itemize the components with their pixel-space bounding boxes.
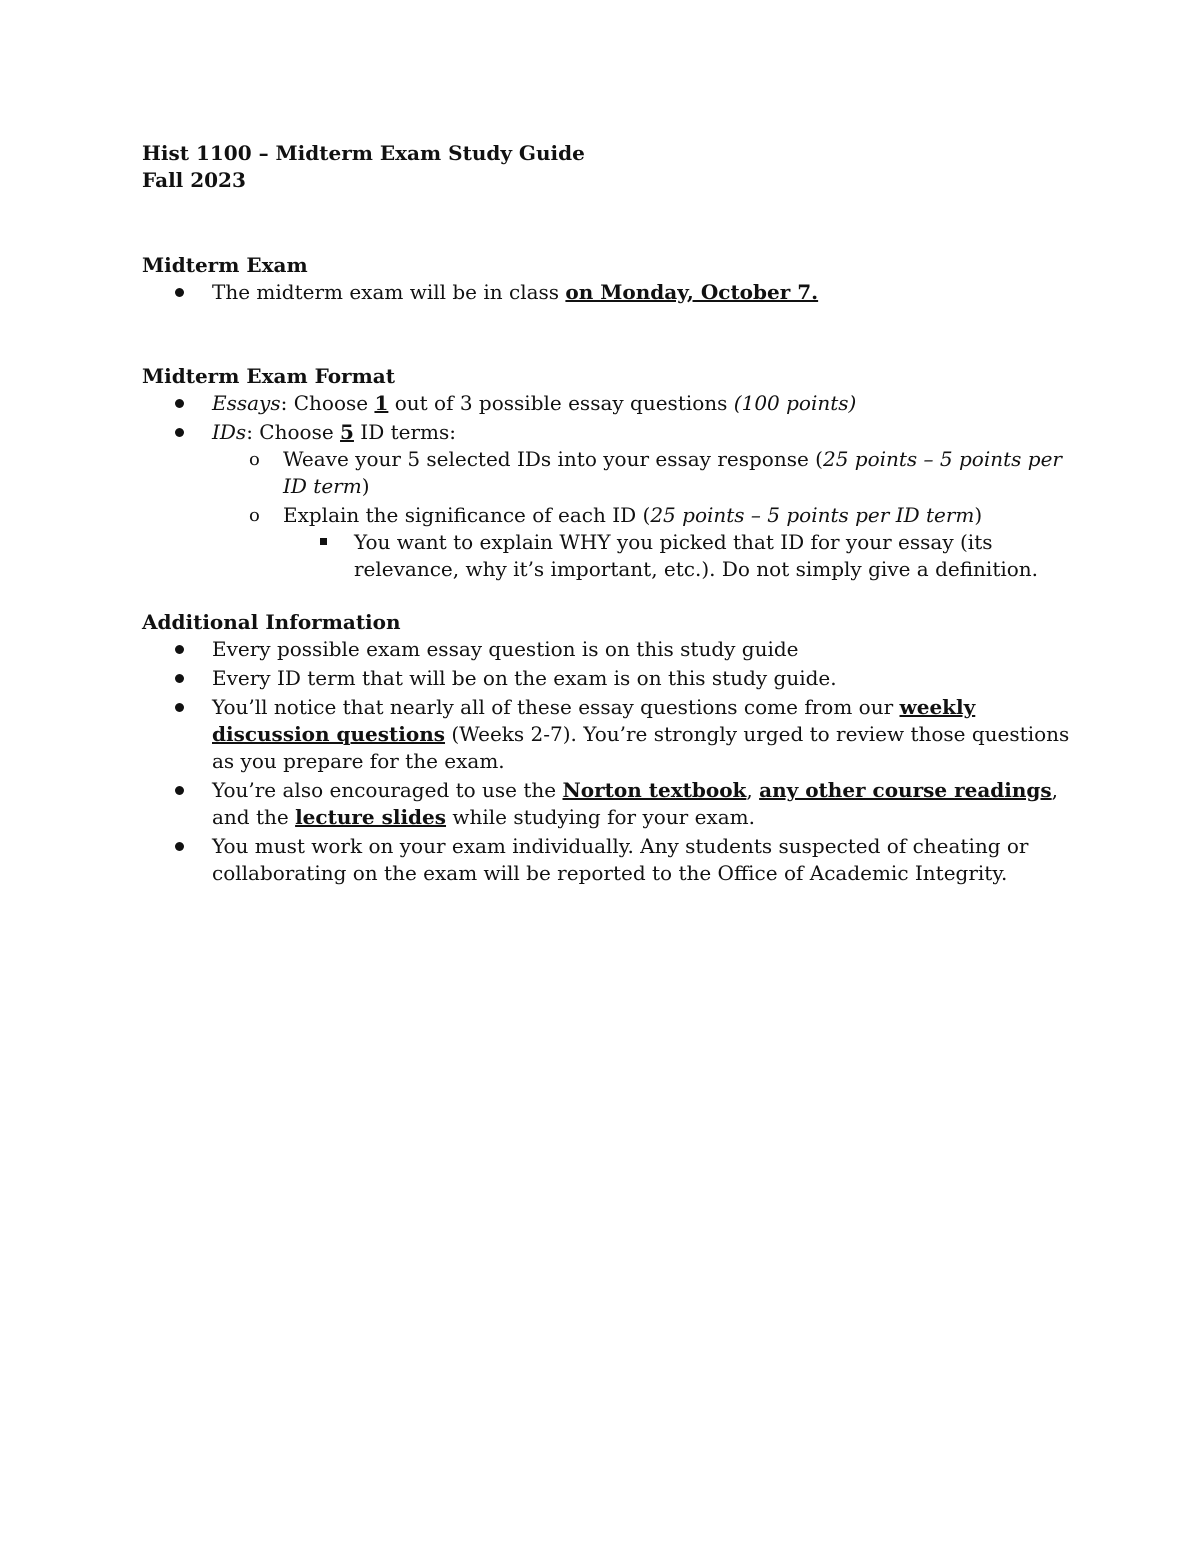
list-item — [212, 502, 1082, 583]
circle-bullet-icon: o — [249, 449, 260, 470]
section-heading-additional: Additional Information — [142, 610, 401, 634]
additional-list — [142, 636, 1082, 887]
list-item-text: , and the — [212, 778, 1059, 829]
title-course: Hist 1100 – Midterm Exam Study Guide — [142, 141, 585, 165]
square-bullet-icon — [320, 538, 327, 545]
bullet-icon — [175, 703, 184, 712]
bullet-icon — [175, 288, 184, 297]
list-item-essays — [142, 390, 1082, 417]
circle-bullet-icon: o — [249, 505, 260, 526]
list-item-text: Weave your 5 selected IDs into your essay response ( — [283, 447, 823, 471]
bullet-icon — [175, 786, 184, 795]
exam-date: on Monday, October 7. — [565, 280, 819, 304]
section-exam-format — [142, 363, 1082, 583]
list-item-text: while studying for your exam. — [446, 805, 755, 829]
section-heading-format: Midterm Exam Format — [142, 364, 395, 388]
list-item-text: You must work on your exam individually. Any students suspected of cheating or collaborating on the exam will be reported to the Office of Academic Integrity. — [212, 834, 1029, 885]
midterm-list — [142, 279, 1082, 306]
list-item-text: ) — [361, 474, 370, 498]
significance-sublist — [283, 529, 1082, 583]
list-item-ids — [142, 419, 1082, 583]
section-midterm-exam — [142, 252, 1082, 306]
section-heading-midterm: Midterm Exam — [142, 253, 308, 277]
norton-textbook: Norton textbook — [562, 778, 747, 802]
bullet-icon — [175, 428, 184, 437]
essays-points: (100 points) — [733, 391, 857, 415]
bullet-icon — [175, 399, 184, 408]
list-item — [142, 777, 1082, 831]
essays-text: : Choose — [280, 391, 375, 415]
document-title — [142, 140, 1082, 194]
list-item-text: Every ID term that will be on the exam is on this study guide. — [212, 666, 837, 690]
bullet-icon — [175, 674, 184, 683]
list-item-text: , — [746, 778, 760, 802]
list-item — [142, 833, 1082, 887]
list-item-text: Every possible exam essay question is on this study guide — [212, 637, 799, 661]
list-item — [142, 694, 1082, 775]
document-page — [142, 140, 1082, 889]
list-item — [142, 636, 1082, 663]
ids-text-2: ID terms: — [353, 420, 457, 444]
bullet-icon — [175, 842, 184, 851]
list-item-text: Explain the significance of each ID ( — [283, 503, 651, 527]
list-item-text: The midterm exam will be in class — [212, 280, 566, 304]
essays-label: Essays — [212, 391, 281, 415]
list-item — [142, 665, 1082, 692]
list-item — [142, 279, 1082, 306]
bullet-icon — [175, 645, 184, 654]
essays-text-2: out of 3 possible essay questions — [388, 391, 734, 415]
list-item-text: You’ll notice that nearly all of these essay questions come from our — [212, 695, 900, 719]
list-item-text: ) — [974, 503, 983, 527]
essays-count: 1 — [374, 391, 389, 415]
weekly-discussion-questions: weekly discussion questions — [212, 695, 976, 746]
list-item-text: You want to explain WHY you picked that ID for your essay (its relevance, why it’s important, etc.). Do not simply give a definition. — [354, 530, 1039, 581]
ids-label: IDs — [212, 420, 247, 444]
list-item — [283, 529, 1082, 583]
list-item-text: You’re also encouraged to use the — [212, 778, 563, 802]
ids-significance-points: 25 points – 5 points per ID term — [650, 503, 975, 527]
ids-text: : Choose — [246, 420, 341, 444]
ids-weave-points: 25 points – 5 points per ID term — [283, 447, 1062, 498]
list-item-text: (Weeks 2-7). You’re strongly urged to review those questions as you prepare for the exam. — [212, 722, 1070, 773]
lecture-slides: lecture slides — [295, 805, 447, 829]
list-item — [212, 446, 1082, 500]
title-term: Fall 2023 — [142, 168, 246, 192]
ids-sublist — [212, 446, 1082, 583]
other-course-readings: any other course readings — [759, 778, 1052, 802]
format-list — [142, 390, 1082, 583]
ids-count: 5 — [340, 420, 354, 444]
section-additional-information — [142, 609, 1082, 887]
